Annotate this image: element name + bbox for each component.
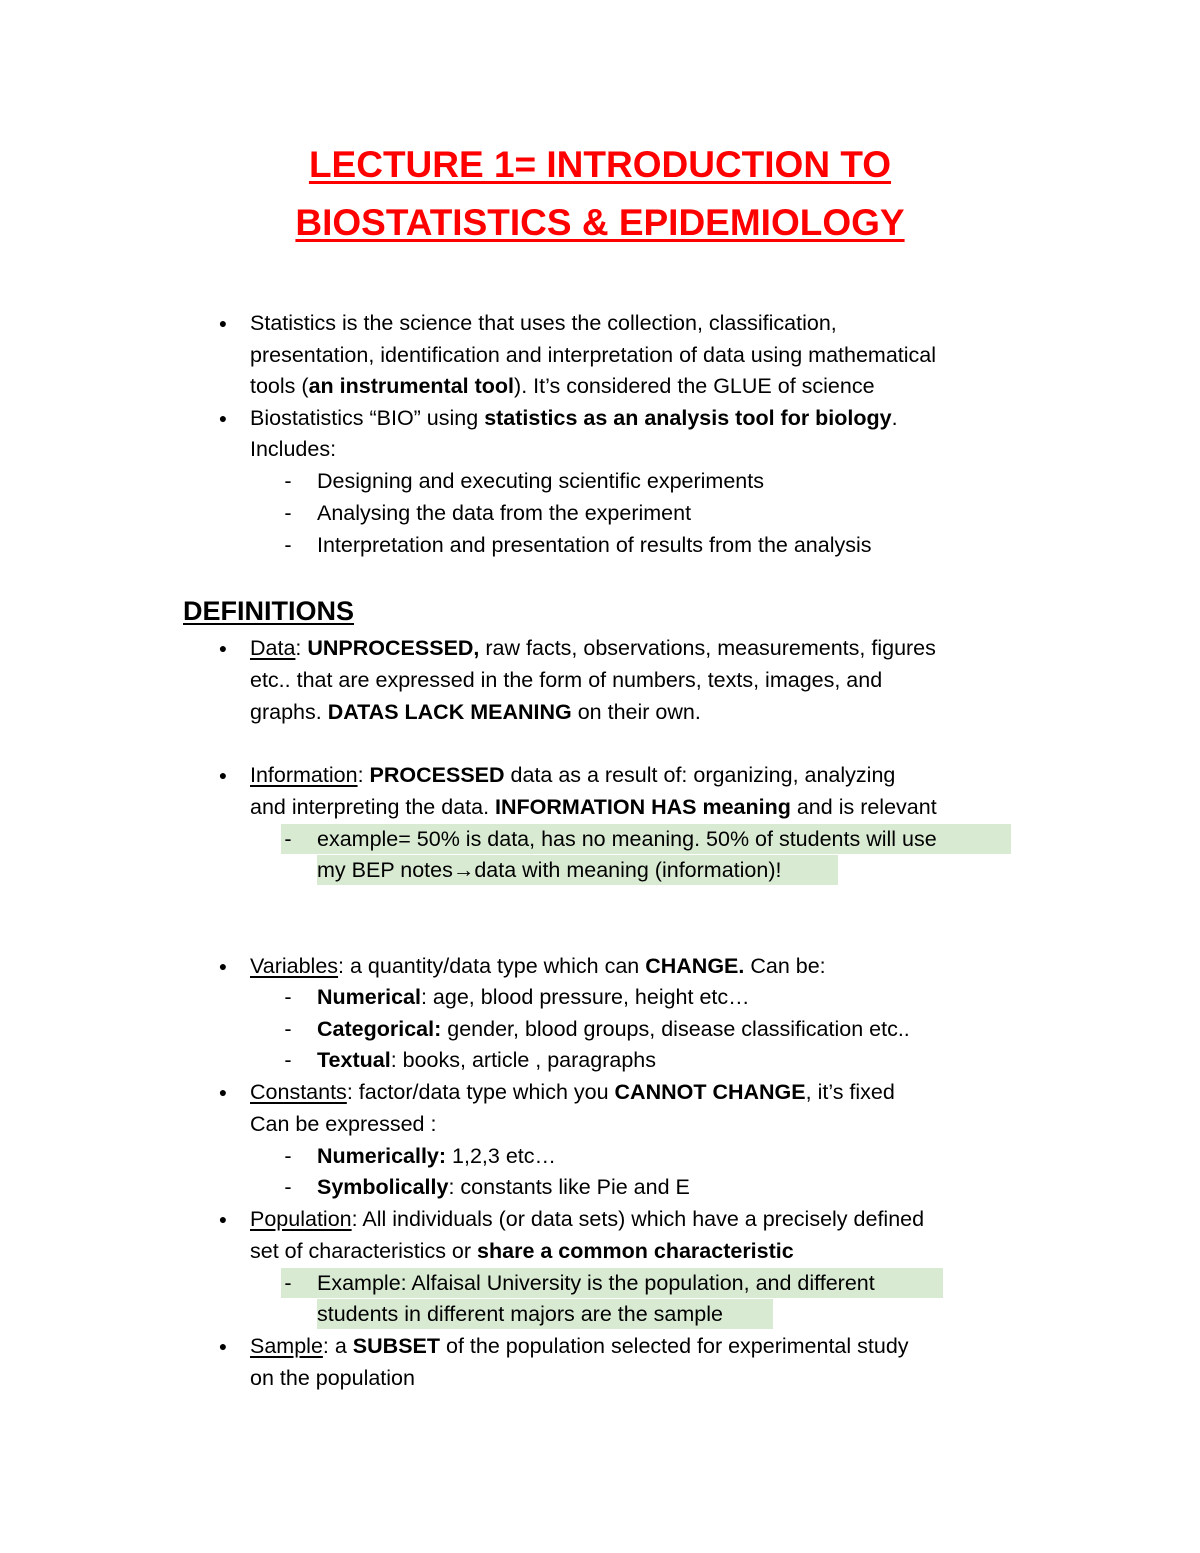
biostatistics-line-1: Biostatistics “BIO” using statistics as an analysis tool for biology. bbox=[250, 406, 898, 430]
statistics-line-1: Statistics is the science that uses the collection, classification, bbox=[250, 311, 837, 335]
data-line-3: graphs. DATAS LACK MEANING on their own. bbox=[250, 700, 701, 724]
information-example-line-1: example= 50% is data, has no meaning. 50% of students will use bbox=[317, 827, 937, 851]
bullet-icon: ● bbox=[218, 315, 228, 331]
biostatistics-line-2: Includes: bbox=[250, 437, 337, 461]
variables-item: Textual: books, article , paragraphs bbox=[317, 1048, 656, 1072]
includes-item: Analysing the data from the experiment bbox=[317, 501, 692, 525]
statistics-line-3: tools (an instrumental tool). It’s considered the GLUE of science bbox=[250, 374, 875, 398]
page-title bbox=[0, 136, 1200, 252]
title-line-1: LECTURE 1= INTRODUCTION TO bbox=[308, 144, 892, 185]
dash-icon: - bbox=[284, 985, 292, 1009]
dash-icon: - bbox=[284, 1271, 292, 1295]
information-line-1: Information: PROCESSED data as a result of: organizing, analyzing bbox=[250, 763, 896, 787]
variables-item: Numerical: age, blood pressure, height etc… bbox=[317, 985, 750, 1009]
constants-item: Numerically: 1,2,3 etc… bbox=[317, 1144, 557, 1168]
definitions-heading: DEFINITIONS bbox=[183, 596, 355, 626]
bullet-icon: ● bbox=[218, 958, 228, 974]
data-line-2: etc.. that are expressed in the form of numbers, texts, images, and bbox=[250, 668, 883, 692]
statistics-line-2: presentation, identification and interpretation of data using mathematical bbox=[250, 343, 937, 367]
sample-line-2: on the population bbox=[250, 1366, 415, 1390]
dash-icon: - bbox=[284, 1144, 292, 1168]
bullet-icon: ● bbox=[218, 640, 228, 656]
constants-line-1: Constants: factor/data type which you CANNOT CHANGE, it’s fixed bbox=[250, 1080, 895, 1104]
bullet-icon: ● bbox=[218, 767, 228, 783]
variables-item: Categorical: gender, blood groups, disease classification etc.. bbox=[317, 1017, 910, 1041]
dash-icon: - bbox=[284, 501, 292, 525]
constants-line-2: Can be expressed : bbox=[250, 1112, 437, 1136]
bullet-icon: ● bbox=[218, 1338, 228, 1354]
bullet-icon: ● bbox=[218, 410, 228, 426]
includes-item: Interpretation and presentation of results from the analysis bbox=[317, 533, 872, 557]
population-line-1: Population: All individuals (or data sets) which have a precisely defined bbox=[250, 1207, 925, 1231]
dash-icon: - bbox=[284, 827, 292, 851]
dash-icon: - bbox=[284, 1175, 292, 1199]
constants-item: Symbolically: constants like Pie and E bbox=[317, 1175, 690, 1199]
bullet-icon: ● bbox=[218, 1084, 228, 1100]
sample-line-1: Sample: a SUBSET of the population selected for experimental study bbox=[250, 1334, 909, 1358]
dash-icon: - bbox=[284, 469, 292, 493]
information-example-line-2: my BEP notes→data with meaning (information)! bbox=[317, 858, 782, 882]
dash-icon: - bbox=[284, 533, 292, 557]
population-example-line-2: students in different majors are the sample bbox=[317, 1302, 723, 1326]
information-line-2: and interpreting the data. INFORMATION HAS meaning and is relevant bbox=[250, 795, 937, 819]
includes-item: Designing and executing scientific experiments bbox=[317, 469, 764, 493]
title-line-2: BIOSTATISTICS & EPIDEMIOLOGY bbox=[295, 202, 905, 243]
population-example-line-1: Example: Alfaisal University is the population, and different bbox=[317, 1271, 875, 1295]
bullet-icon: ● bbox=[218, 1211, 228, 1227]
dash-icon: - bbox=[284, 1048, 292, 1072]
population-line-2: set of characteristics or share a common characteristic bbox=[250, 1239, 794, 1263]
variables-line-1: Variables: a quantity/data type which can CHANGE. Can be: bbox=[250, 954, 826, 978]
data-line-1: Data: UNPROCESSED, raw facts, observations, measurements, figures bbox=[250, 636, 936, 660]
dash-icon: - bbox=[284, 1017, 292, 1041]
